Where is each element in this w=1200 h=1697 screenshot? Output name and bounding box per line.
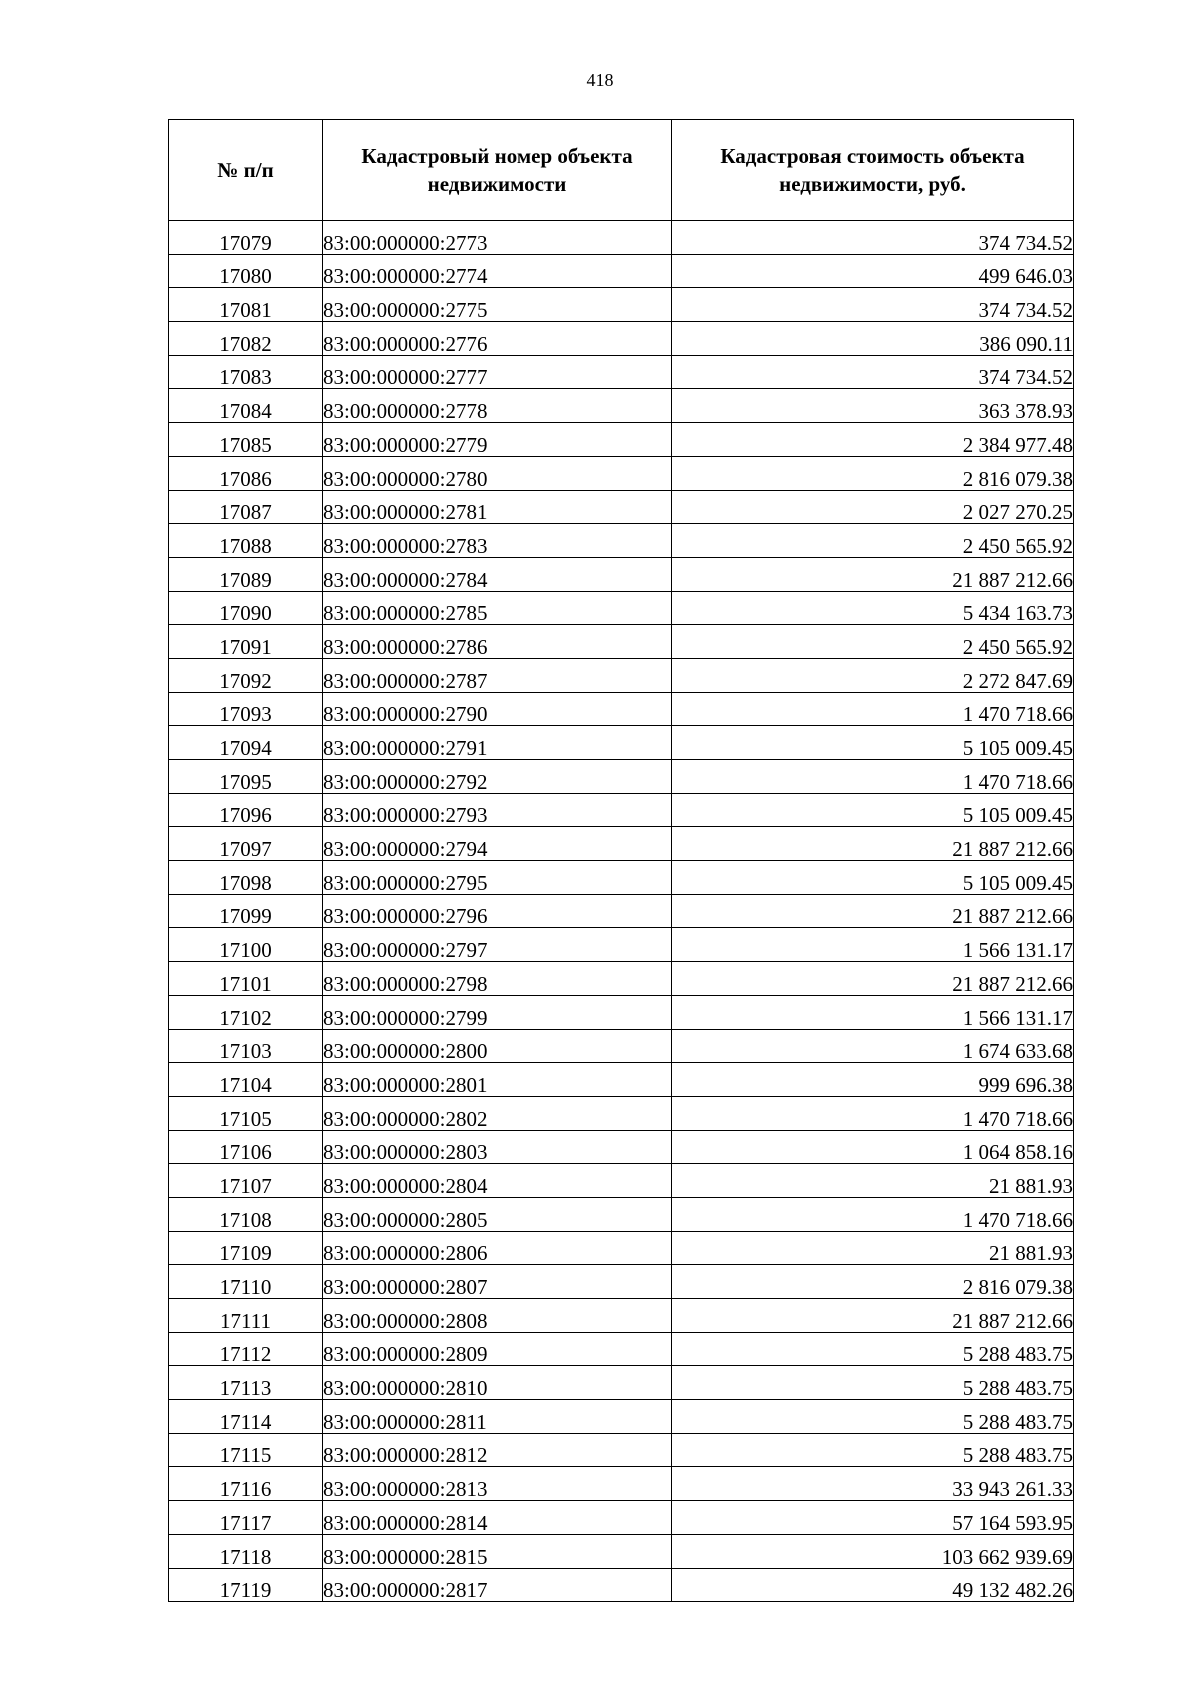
table-row [169,1130,1074,1164]
cadastral-number-cell: 83:00:000000:2803 [323,1130,672,1164]
cadastral-number-cell: 83:00:000000:2774 [323,254,672,288]
cadastral-value-cell: 5 434 163.73 [672,591,1074,625]
table-row [169,1231,1074,1265]
header-cadastral-number: Кадастровый номер объекта недвижимости [323,120,672,221]
row-number-cell: 17119 [169,1568,323,1602]
cadastral-number-cell: 83:00:000000:2776 [323,322,672,356]
row-number-cell: 17114 [169,1400,323,1434]
cadastral-value-cell: 21 887 212.66 [672,894,1074,928]
cadastral-number-cell: 83:00:000000:2800 [323,1029,672,1063]
row-number-cell: 17105 [169,1096,323,1130]
cadastral-number-cell: 83:00:000000:2785 [323,591,672,625]
cadastral-number-cell: 83:00:000000:2784 [323,557,672,591]
header-num: № п/п [169,120,323,221]
cadastral-number-cell: 83:00:000000:2786 [323,625,672,659]
row-number-cell: 17092 [169,658,323,692]
table-row [169,490,1074,524]
row-number-cell: 17117 [169,1501,323,1535]
cadastral-value-cell: 363 378.93 [672,389,1074,423]
table-row [169,1299,1074,1333]
cadastral-value-cell: 499 646.03 [672,254,1074,288]
cadastral-value-cell: 5 288 483.75 [672,1332,1074,1366]
cadastral-number-cell: 83:00:000000:2777 [323,355,672,389]
cadastral-number-cell: 83:00:000000:2799 [323,995,672,1029]
row-number-cell: 17080 [169,254,323,288]
table-row [169,894,1074,928]
row-number-cell: 17109 [169,1231,323,1265]
cadastral-number-cell: 83:00:000000:2794 [323,827,672,861]
cadastral-number-cell: 83:00:000000:2773 [323,221,672,255]
cadastral-value-cell: 1 470 718.66 [672,1096,1074,1130]
cadastral-number-cell: 83:00:000000:2808 [323,1299,672,1333]
cadastral-value-cell: 1 470 718.66 [672,1197,1074,1231]
table-row [169,962,1074,996]
cadastral-value-cell: 2 450 565.92 [672,625,1074,659]
row-number-cell: 17095 [169,760,323,794]
cadastral-value-cell: 374 734.52 [672,288,1074,322]
row-number-cell: 17083 [169,355,323,389]
table-row [169,456,1074,490]
cadastral-value-cell: 49 132 482.26 [672,1568,1074,1602]
cadastral-value-cell: 5 105 009.45 [672,861,1074,895]
cadastral-value-cell: 5 288 483.75 [672,1433,1074,1467]
row-number-cell: 17118 [169,1534,323,1568]
row-number-cell: 17101 [169,962,323,996]
row-number-cell: 17108 [169,1197,323,1231]
cadastral-number-cell: 83:00:000000:2791 [323,726,672,760]
cadastral-value-cell: 1 064 858.16 [672,1130,1074,1164]
cadastral-value-cell: 103 662 939.69 [672,1534,1074,1568]
row-number-cell: 17087 [169,490,323,524]
table-row [169,355,1074,389]
table-row [169,557,1074,591]
cadastral-value-cell: 33 943 261.33 [672,1467,1074,1501]
table-row [169,1164,1074,1198]
row-number-cell: 17116 [169,1467,323,1501]
cadastral-value-cell: 21 887 212.66 [672,827,1074,861]
cadastral-value-cell: 2 272 847.69 [672,658,1074,692]
cadastral-value-cell: 2 450 565.92 [672,524,1074,558]
row-number-cell: 17096 [169,793,323,827]
row-number-cell: 17112 [169,1332,323,1366]
cadastral-value-cell: 21 881.93 [672,1231,1074,1265]
row-number-cell: 17099 [169,894,323,928]
row-number-cell: 17090 [169,591,323,625]
table-row [169,861,1074,895]
cadastral-number-cell: 83:00:000000:2787 [323,658,672,692]
table-row [169,423,1074,457]
row-number-cell: 17086 [169,456,323,490]
cadastral-number-cell: 83:00:000000:2813 [323,1467,672,1501]
header-cadastral-value: Кадастровая стоимость объекта недвижимости, руб. [672,120,1074,221]
cadastral-value-cell: 5 288 483.75 [672,1400,1074,1434]
row-number-cell: 17088 [169,524,323,558]
table-row [169,1332,1074,1366]
row-number-cell: 17107 [169,1164,323,1198]
row-number-cell: 17089 [169,557,323,591]
cadastral-value-cell: 374 734.52 [672,221,1074,255]
row-number-cell: 17081 [169,288,323,322]
table-row [169,1467,1074,1501]
table-row [169,827,1074,861]
row-number-cell: 17110 [169,1265,323,1299]
table-row [169,1568,1074,1602]
table-row [169,1029,1074,1063]
cadastral-value-cell: 1 674 633.68 [672,1029,1074,1063]
cadastral-number-cell: 83:00:000000:2807 [323,1265,672,1299]
row-number-cell: 17113 [169,1366,323,1400]
cadastral-number-cell: 83:00:000000:2797 [323,928,672,962]
row-number-cell: 17100 [169,928,323,962]
cadastral-number-cell: 83:00:000000:2802 [323,1096,672,1130]
cadastral-number-cell: 83:00:000000:2804 [323,1164,672,1198]
cadastral-value-cell: 2 816 079.38 [672,456,1074,490]
row-number-cell: 17084 [169,389,323,423]
table-row [169,1197,1074,1231]
cadastral-number-cell: 83:00:000000:2783 [323,524,672,558]
table-row [169,1433,1074,1467]
row-number-cell: 17082 [169,322,323,356]
cadastral-value-cell: 21 887 212.66 [672,557,1074,591]
cadastral-value-cell: 1 470 718.66 [672,692,1074,726]
cadastral-number-cell: 83:00:000000:2780 [323,456,672,490]
header-row [169,120,1074,221]
cadastral-number-cell: 83:00:000000:2778 [323,389,672,423]
table-row [169,1063,1074,1097]
cadastral-value-cell: 2 384 977.48 [672,423,1074,457]
row-number-cell: 17093 [169,692,323,726]
row-number-cell: 17111 [169,1299,323,1333]
table-row [169,793,1074,827]
row-number-cell: 17079 [169,221,323,255]
cadastral-value-cell: 21 887 212.66 [672,962,1074,996]
table-row [169,1534,1074,1568]
table-row [169,692,1074,726]
row-number-cell: 17102 [169,995,323,1029]
table-row [169,254,1074,288]
row-number-cell: 17106 [169,1130,323,1164]
cadastral-value-cell: 21 887 212.66 [672,1299,1074,1333]
table-body [169,221,1074,1602]
cadastral-number-cell: 83:00:000000:2814 [323,1501,672,1535]
cadastral-value-cell: 21 881.93 [672,1164,1074,1198]
table-row [169,1096,1074,1130]
table-row [169,658,1074,692]
row-number-cell: 17091 [169,625,323,659]
table-row [169,1400,1074,1434]
cadastral-number-cell: 83:00:000000:2790 [323,692,672,726]
cadastral-value-cell: 5 105 009.45 [672,726,1074,760]
table-row [169,221,1074,255]
cadastral-value-cell: 999 696.38 [672,1063,1074,1097]
cadastral-value-cell: 1 470 718.66 [672,760,1074,794]
cadastral-number-cell: 83:00:000000:2792 [323,760,672,794]
cadastral-number-cell: 83:00:000000:2793 [323,793,672,827]
cadastral-number-cell: 83:00:000000:2801 [323,1063,672,1097]
row-number-cell: 17098 [169,861,323,895]
cadastral-number-cell: 83:00:000000:2812 [323,1433,672,1467]
cadastral-number-cell: 83:00:000000:2806 [323,1231,672,1265]
table-header [169,120,1074,221]
row-number-cell: 17094 [169,726,323,760]
cadastral-number-cell: 83:00:000000:2781 [323,490,672,524]
cadastral-value-cell: 374 734.52 [672,355,1074,389]
cadastral-value-cell: 5 105 009.45 [672,793,1074,827]
cadastral-number-cell: 83:00:000000:2798 [323,962,672,996]
cadastral-number-cell: 83:00:000000:2779 [323,423,672,457]
cadastral-value-cell: 1 566 131.17 [672,995,1074,1029]
table-row [169,1366,1074,1400]
cadastral-number-cell: 83:00:000000:2809 [323,1332,672,1366]
cadastral-number-cell: 83:00:000000:2796 [323,894,672,928]
cadastral-number-cell: 83:00:000000:2810 [323,1366,672,1400]
table-row [169,591,1074,625]
cadastral-number-cell: 83:00:000000:2815 [323,1534,672,1568]
row-number-cell: 17104 [169,1063,323,1097]
table-row [169,726,1074,760]
cadastral-value-cell: 386 090.11 [672,322,1074,356]
cadastral-value-table [168,119,1074,1602]
table-row [169,389,1074,423]
table-row [169,322,1074,356]
cadastral-number-cell: 83:00:000000:2795 [323,861,672,895]
row-number-cell: 17085 [169,423,323,457]
row-number-cell: 17097 [169,827,323,861]
row-number-cell: 17103 [169,1029,323,1063]
cadastral-number-cell: 83:00:000000:2805 [323,1197,672,1231]
cadastral-number-cell: 83:00:000000:2811 [323,1400,672,1434]
cadastral-number-cell: 83:00:000000:2775 [323,288,672,322]
table-row [169,928,1074,962]
table-row [169,995,1074,1029]
cadastral-value-cell: 57 164 593.95 [672,1501,1074,1535]
cadastral-value-cell: 1 566 131.17 [672,928,1074,962]
table-row [169,625,1074,659]
table-row [169,1265,1074,1299]
cadastral-value-cell: 5 288 483.75 [672,1366,1074,1400]
cadastral-number-cell: 83:00:000000:2817 [323,1568,672,1602]
table-row [169,288,1074,322]
page-number: 418 [586,70,614,90]
table-row [169,760,1074,794]
cadastral-value-cell: 2 027 270.25 [672,490,1074,524]
row-number-cell: 17115 [169,1433,323,1467]
cadastral-value-cell: 2 816 079.38 [672,1265,1074,1299]
table-row [169,1501,1074,1535]
table-row [169,524,1074,558]
